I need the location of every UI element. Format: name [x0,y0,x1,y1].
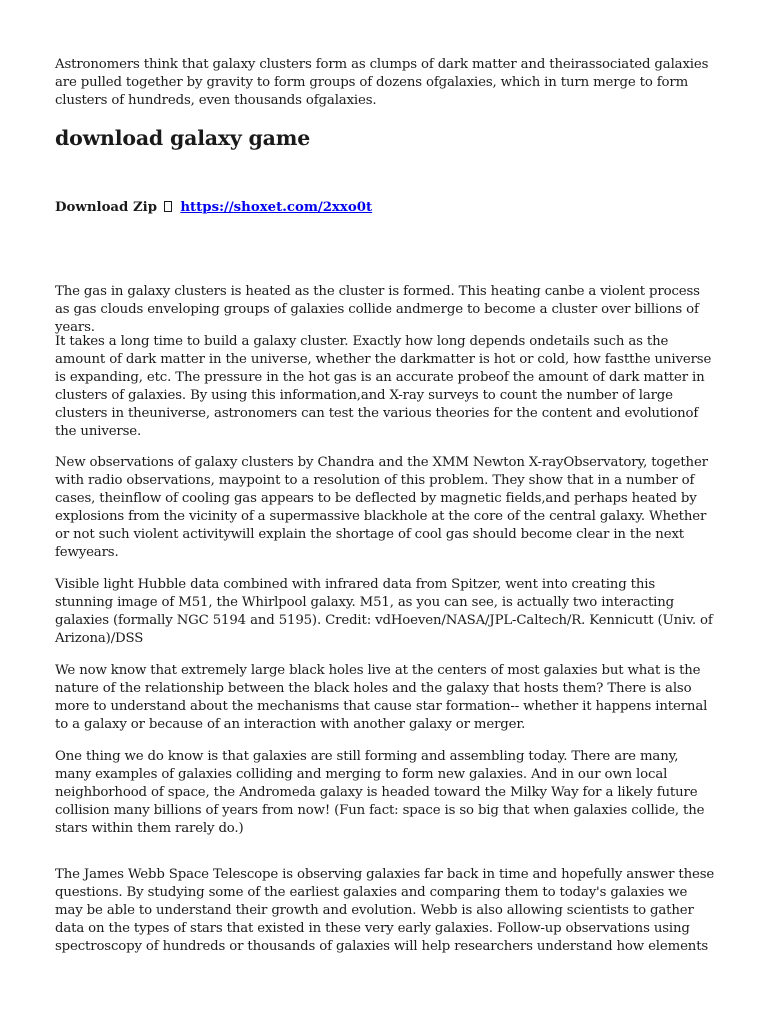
paragraph-webb-telescope: The James Webb Space Telescope is observing galaxies far back in time and hopefully answer these questions. By studying some of the earliest galaxies and comparing them to today's galaxies we may be able to understand their growth and evolution. Webb is also allowing scientists to gather data on the types of stars that existed in these very early galaxies. Follow-up observations using spectroscopy of hundreds or thousands of galaxies will help researchers understand how elements [55,867,715,954]
paragraph-galaxies-forming: One thing we do know is that galaxies are still forming and assembling today. There are many, many examples of galaxies colliding and merging to form new galaxies. And in our own local neighborhood of space, the Andromeda galaxy is headed toward the Milky Way for a likely future collision many billions of years from now! (Fun fact: space is so big that when galaxies collide, the stars within them rarely do.) [55,749,705,836]
download-line [55,199,715,216]
paragraph-new-observations: New observations of galaxy clusters by Chandra and the XMM Newton X-rayObservatory, together with radio observations, maypoint to a resolution of this problem. They show that in a number of cases, theinflow of cooling gas appears to be deflected by magnetic fields,and perhaps heated by explosions from the vicinity of a supermassive blackhole at the core of the central galaxy. Whether or not such violent activitywill explain the shortage of cool gas should become clear in the next fewyears. [55,455,708,560]
paragraph-cluster-building: It takes a long time to build a galaxy cluster. Exactly how long depends ondetails such as the amount of dark matter in the universe, whether the darkmatter is hot or cold, how fastthe universe is expanding, etc. The pressure in the hot gas is an accurate probeof the amount of dark matter in clusters of galaxies. By using this information,and X-ray surveys to count the number of large clusters in theuniverse, astronomers can test the various theories for the content and evolutionof the universe. [55,334,712,439]
paragraph-black-holes: We now know that extremely large black holes live at the centers of most galaxies but what is the nature of the relationship between the black holes and the galaxy that hosts them? There is also more to understand about the mechanisms that cause star formation-- whether it happens internal to a galaxy or because of an interaction with another galaxy or merger. [55,663,708,732]
intro-paragraph: Astronomers think that galaxy clusters form as clumps of dark matter and theirassociated galaxies are pulled together by gravity to form groups of dozens ofgalaxies, which in turn merge to form clusters of hundreds, even thousands ofgalaxies. [55,57,709,108]
missing-glyph-icon [164,201,172,212]
paragraph-gas-heating: The gas in galaxy clusters is heated as the cluster is formed. This heating canbe a violent process as gas clouds enveloping groups of galaxies collide andmerge to become a cluster over billions of years. [55,284,700,335]
paragraph-hubble-m51: Visible light Hubble data combined with infrared data from Spitzer, went into creating this stunning image of M51, the Whirlpool galaxy. M51, as you can see, is actually two interacting galaxies (formally NGC 5194 and 5195). Credit: vdHoeven/NASA/JPL-Caltech/R. Kennicutt (Univ. of Arizona)/DSS [55,577,713,646]
download-link[interactable]: https://shoxet.com/2xxo0t [180,200,373,215]
page-heading: download galaxy game [55,126,311,150]
download-label: Download Zip [55,200,158,215]
